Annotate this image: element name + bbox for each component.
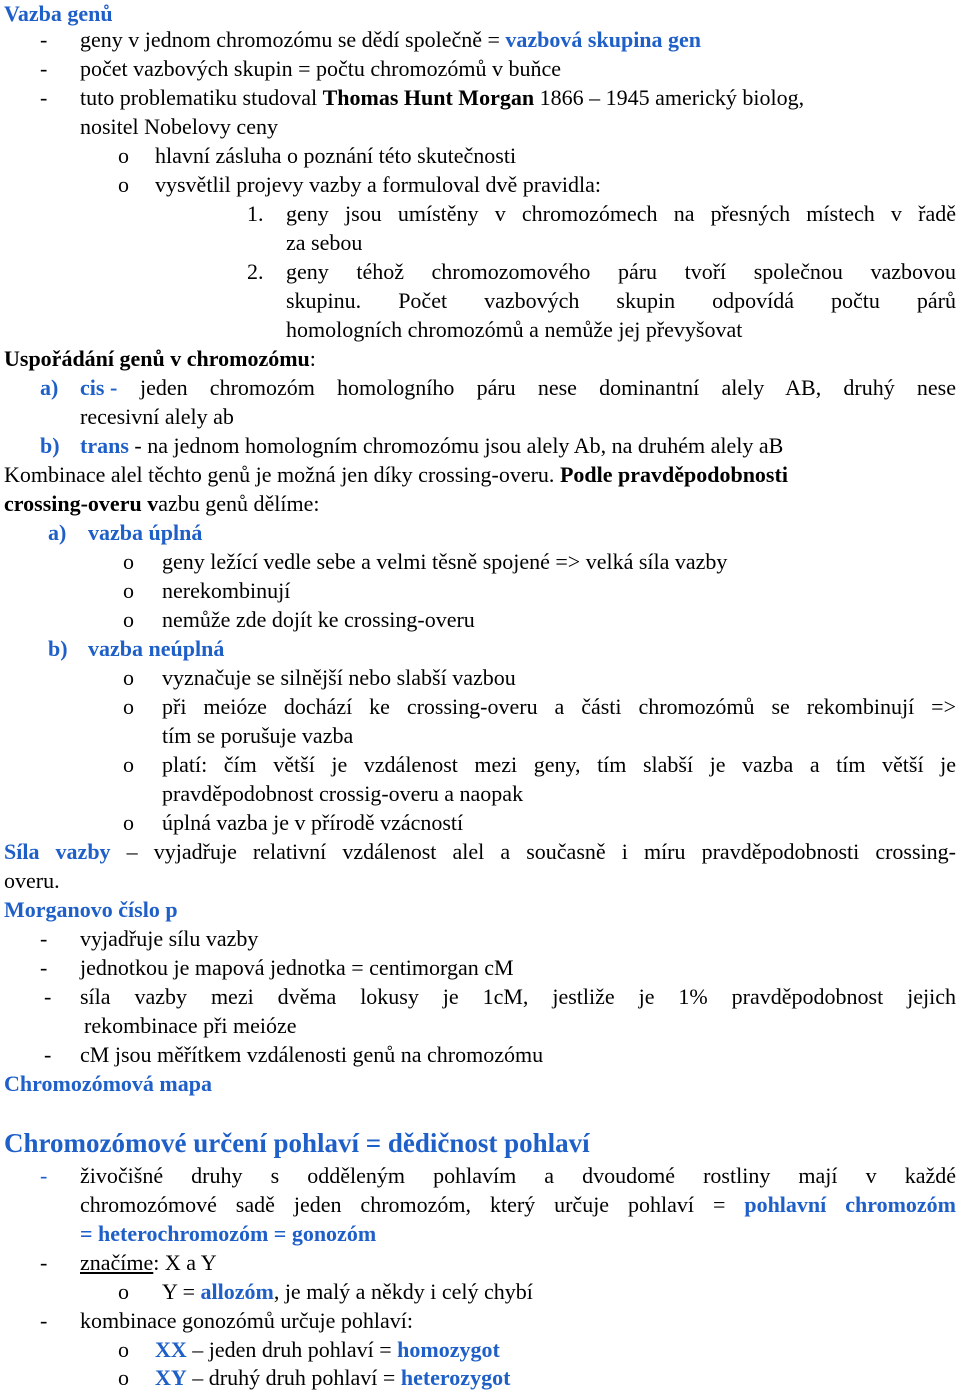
dash-bullet: - (40, 926, 48, 951)
trans-term: trans (80, 433, 129, 458)
sub-item-continuation: tím se porušuje vazba (162, 723, 354, 748)
list-item: tuto problematiku studoval Thomas Hunt Morgan 1866 – 1945 americký biolog, (80, 85, 805, 110)
list-item: cM jsou měřítkem vzdálenosti genů na chromozómu (80, 1042, 544, 1067)
list-item: síla vazby mezi dvěma lokusy je 1cM, jestliže je 1% pravděpodobnost jejich (80, 984, 956, 1009)
cis-text: jeden chromozóm homologního páru nese dominantní alely AB, druhý nese (140, 375, 956, 400)
sub-item: nemůže zde dojít ke crossing-overu (162, 607, 475, 632)
sub-item-continuation: pravděpodobnost crossig-overu a naopak (162, 781, 524, 806)
highlight-term: = heterochromozóm = gonozóm (80, 1221, 377, 1246)
section-title-map: Chromozómová mapa (4, 1071, 212, 1096)
paragraph: Kombinace alel těchto genů je možná jen díky crossing-overu. Podle pravděpodobnosti (4, 462, 788, 487)
list-item: jednotkou je mapová jednotka = centimorgan cM (80, 955, 514, 980)
list-item: značíme: X a Y (80, 1250, 217, 1275)
highlight-term: vazbová skupina gen (505, 27, 702, 52)
circle-bullet: o (118, 1279, 129, 1304)
paragraph-continuation: overu. (4, 868, 60, 893)
sub-item: vyznačuje se silnější nebo slabší vazbou (162, 665, 516, 690)
circle-bullet: o (118, 143, 129, 168)
rule-item: geny jsou umístěny v chromozómech na přesných místech v řadě (286, 201, 956, 226)
rule-item-continuation: homologních chromozómů a nemůže jej převyšovat (286, 317, 743, 342)
cis-text-continuation: recesivní alely ab (80, 404, 234, 429)
circle-bullet: o (118, 1337, 129, 1362)
dash-bullet: - (40, 1250, 48, 1275)
cis-term: cis - (80, 375, 118, 400)
highlight-term: allozóm (200, 1279, 274, 1304)
rule-item-continuation: za sebou (286, 230, 363, 255)
dash-bullet: - (40, 1308, 48, 1333)
list-item: vyjadřuje sílu vazby (80, 926, 259, 951)
sub-item: XY – druhý druh pohlaví = heterozygot (155, 1365, 511, 1390)
dash-bullet: - (40, 56, 48, 81)
circle-bullet: o (123, 578, 134, 603)
sub-item: vysvětlil projevy vazby a formuloval dvě pravidla: (155, 172, 601, 197)
highlight-term: heterozygot (400, 1365, 511, 1390)
sub-item: geny ležící vedle sebe a velmi těsně spojené => velká síla vazby (162, 549, 728, 574)
sub-item: XX – jeden druh pohlaví = homozygot (155, 1337, 500, 1362)
list-item-continuation: nositel Nobelovy ceny (80, 114, 278, 139)
section-title-usporadani: Uspořádání genů v chromozómu: (4, 346, 316, 371)
sub-item: při meióze dochází ke crossing-overu a části chromozómů se rekombinují => (162, 694, 956, 719)
circle-bullet: o (123, 665, 134, 690)
dash-bullet: - (44, 984, 52, 1009)
rule-item-continuation: skupinu. Počet vazbových skupin odpovídá počtu párů (286, 288, 956, 313)
number-bullet: 1. (247, 201, 264, 226)
circle-bullet: o (118, 1365, 129, 1390)
sub-item: Y = allozóm, je malý a někdy i celý chybí (162, 1279, 533, 1304)
subheading-vazba-uplna: vazba úplná (88, 520, 203, 545)
sila-vazby-term: Síla vazby (4, 839, 111, 864)
paragraph-continuation: crossing-overu vazbu genů dělíme: (4, 491, 320, 516)
subheading-vazba-neuplna: vazba neúplná (88, 636, 225, 661)
sub-item: hlavní zásluha o poznání této skutečnosti (155, 143, 517, 168)
sub-item: nerekombinují (162, 578, 291, 603)
dash-bullet: - (40, 955, 48, 980)
item-label: b) (40, 433, 60, 458)
circle-bullet: o (123, 549, 134, 574)
list-item-continuation: chromozómové sadě jeden chromozóm, který určuje pohlaví = pohlavní chromozóm (80, 1192, 956, 1217)
dash-bullet: - (44, 1042, 52, 1067)
circle-bullet: o (123, 694, 134, 719)
highlight-term: pohlavní chromozóm (744, 1192, 956, 1217)
section-title-vazba: Vazba genů (4, 1, 113, 26)
list-item: živočišné druhy s odděleným pohlavím a dvoudomé rostliny mají v každé (80, 1163, 956, 1188)
circle-bullet: o (123, 607, 134, 632)
sila-vazby-paragraph: Síla vazby – vyjadřuje relativní vzdálenost alel a současně i míru pravděpodobnosti crossing- (4, 839, 956, 864)
sub-item: platí: čím větší je vzdálenost mezi geny, tím slabší je vazba a tím větší je (162, 752, 956, 777)
sub-item: úplná vazba je v přírodě vzácností (162, 810, 464, 835)
list-item: kombinace gonozómů určuje pohlaví: (80, 1308, 413, 1333)
rule-item: geny téhož chromozomového páru tvoří společnou vazbovou (286, 259, 956, 284)
trans-item: trans - na jednom homologním chromozómu jsou alely Ab, na druhém alely aB (80, 433, 784, 458)
dash-bullet: - (40, 27, 48, 52)
number-bullet: 2. (247, 259, 264, 284)
item-label: a) (40, 375, 59, 400)
circle-bullet: o (123, 810, 134, 835)
circle-bullet: o (123, 752, 134, 777)
person-name: Thomas Hunt Morgan (322, 85, 535, 110)
list-item-continuation: rekombinace při meióze (84, 1013, 297, 1038)
item-label: a) (48, 520, 67, 545)
section-title-pohlavi: Chromozómové určení pohlaví = dědičnost pohlaví (4, 1128, 590, 1158)
item-label: b) (48, 636, 68, 661)
highlight-term: homozygot (397, 1337, 500, 1362)
dash-bullet: - (40, 1163, 48, 1188)
dash-bullet: - (40, 85, 48, 110)
circle-bullet: o (118, 172, 129, 197)
list-item: počet vazbových skupin = počtu chromozómů v buňce (80, 56, 562, 81)
list-item: geny v jednom chromozómu se dědí společně = vazbová skupina gen (80, 27, 702, 52)
section-title-morgan: Morganovo číslo p (4, 897, 178, 922)
